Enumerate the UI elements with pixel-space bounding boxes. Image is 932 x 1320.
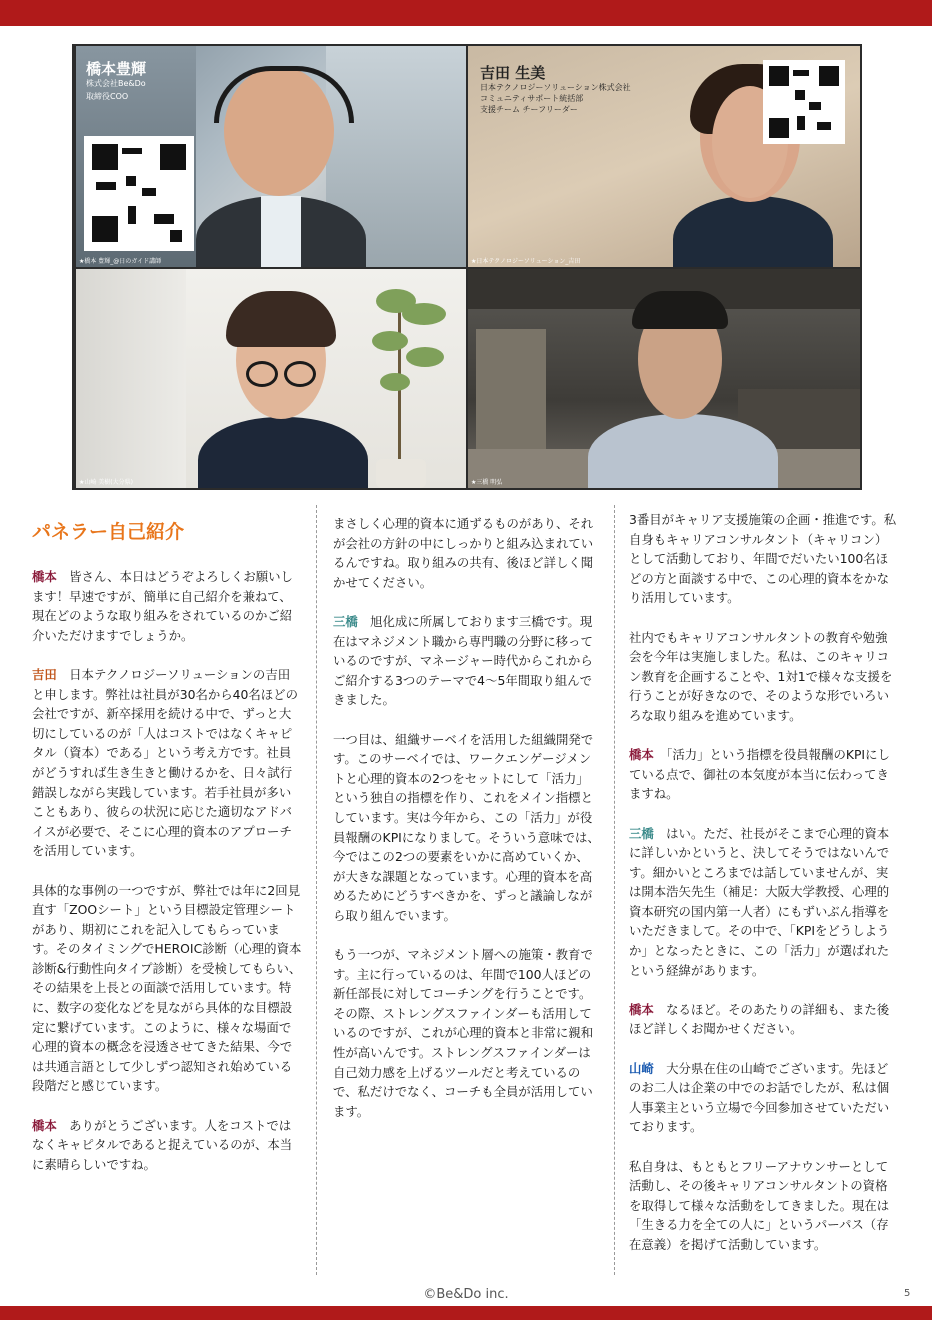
paragraph (32, 1116, 302, 1175)
paragraph-text: 一つ目は、組織サーベイを活用した組織開発です。このサーベイでは、ワークエンゲージメントと心理的資本の2つをセットにして「活力」という独自の指標を作り、これをメイン指標としています。実は今年から、この「活力」が役員報酬のKPIになりまして。そういう意味では、今ではこの2つの要素をいかに高めていくか、が大きな課題となっています。心理的資本を高めるためにどうすべきかを、ずっと議論しながら取り組んでいます。 (333, 731, 600, 923)
speaker-name: 三橋 (333, 613, 358, 629)
page-number: 5 (904, 1288, 911, 1299)
speaker-name: 橋本 (629, 1001, 654, 1017)
paragraph-text: 具体的な事例の一つですが、弊社では年に2回見直す「ZOOシート」という目標設定管理シートがあり、期初にこれを記入してもらっています。そのタイミングでHEROIC診断（心理的資本診断&行動性向タイプ診断）を受検してもらい、その結果を上長との面談で活用しています。特に、数字の変化などを見ながら具体的な目標設定に繋げています。このように、様々な場面で心理的資本の概念を浸透させてきた結果、今では共通言語として少しずつ認知され始めている段階だと感じています。 (32, 882, 302, 1094)
paragraph (629, 745, 899, 804)
paragraph (333, 612, 601, 710)
video-tile-yoshida (468, 46, 860, 267)
paragraph-text: 皆さん、本日はどうぞよろしくお願いします！早速ですが、簡単に自己紹介を兼ねて、現在どのような取り組みをされているのかご紹介いただけますでしょうか。 (32, 569, 293, 643)
paragraph (333, 514, 601, 592)
paragraph-text: 「活力」という指標を役員報酬のKPIにしている点で、御社の本気度が本当に伝わってきますね。 (629, 747, 890, 802)
paragraph-text: もう一つが、マネジメント層への施策・教育です。主に行っているのは、年間で100人ほどの新任部長に対してコーチングを行うことです。その際、ストレングスファインダーも活用しているのですが、これが心理的資本と非常に親和性が高いんです。ストレングスファインダーは自己効力感を上げるツールだと考えているので、私だけでなく、コーチも全員が活用しています。 (333, 947, 594, 1119)
paragraph (629, 1000, 899, 1039)
participant-name: 吉田 生美 (480, 64, 546, 82)
video-tile-mitsuhashi (468, 269, 860, 488)
paragraph (629, 510, 899, 608)
column-divider (316, 505, 317, 1275)
paragraph (629, 824, 899, 981)
speaker-name: 山崎 (629, 1060, 654, 1076)
video-tile-hashimoto (76, 46, 466, 267)
paragraph-text: 大分県在住の山崎でございます。先ほどのお二人は企業の中でのお話でしたが、私は個人事業主という立場で今回参加させていただいております。 (629, 1060, 890, 1135)
footer-copyright: ©Be&Do inc. (423, 1287, 509, 1302)
speaker-name: 橋本 (629, 747, 654, 763)
participant-title: 取締役COO (86, 92, 129, 101)
participant-name: 橋本豊輝 (86, 60, 147, 78)
qr-code-icon (84, 136, 194, 251)
paragraph (333, 730, 601, 926)
paragraph (629, 628, 899, 726)
paragraph-text: 日本テクノロジーソリューションの吉田と申します。弊社は社員が30名から40名ほどの会社ですが、新卒採用を続ける中で、ずっと大切にしているのが「人はコストではなくキャピタル（資本）である」という考え方です。社員がどうすれば生き生きと働けるかを、日々試行錯誤しながら実践しています。若手社員が多いこともあり、彼らの状況に応じた適切なアドバイスが必要で、そこに心理的資本のアプローチを活用しています。 (32, 666, 298, 859)
participant-caption: ★三橋 明弘 (471, 479, 503, 486)
qr-code-icon (763, 60, 845, 144)
participant-company: 株式会社Be&Do (86, 79, 146, 88)
participant-caption: ★日本テクノロジーソリューション_吉田 (471, 258, 581, 265)
paragraph-text: はい。ただ、社長がそこまで心理的資本に詳しいかというと、決してそうではないんです。細かいところまでは話していませんが、実は開本浩矢先生（補足：大阪大学教授、心理的資本研究の国内第一人者）にもずいぶん指導をいただきまして。その中で、「KPIをどうしようか」となったときに、この「活力」が選ばれたという経緯があります。 (629, 825, 890, 978)
speaker-name: 橋本 (32, 569, 57, 584)
paragraph (32, 665, 302, 861)
speaker-name: 三橋 (629, 825, 654, 841)
paragraph-text: 3番目がキャリア支援施策の企画・推進です。私自身もキャリアコンサルタント（キャリコン）として活動しており、年間でだいたい100名ほどの方と面談する中で、この心理的資本をかなり活用しています。 (629, 512, 897, 606)
paragraph-text: 旭化成に所属しております三橋です。現在はマネジメント職から専門職の分野に移っているのですが、マネージャー時代からこれからご紹介する3つのテーマで4～5年間取り組んできました。 (333, 613, 593, 708)
participant-company: 日本テクノロジーソリューション株式会社 (480, 83, 631, 92)
paragraph-text: ありがとうございます。人をコストではなくキャピタルであると捉えているのが、本当に素晴らしいですね。 (32, 1117, 293, 1172)
speaker-name: 吉田 (32, 666, 57, 682)
participant-department: コミュニティサポート統括部 (480, 94, 584, 103)
video-tile-yamazaki (76, 269, 466, 488)
participant-caption: ★山崎 美樹(大分県) (79, 479, 133, 486)
paragraph (32, 881, 302, 1097)
paragraph (32, 567, 302, 645)
header-bar (0, 0, 932, 26)
paragraph (333, 945, 601, 1121)
speaker-name: 橋本 (32, 1117, 57, 1133)
participant-caption: ★橋本 豊輝_@日のガイド講師 (79, 258, 162, 265)
article-column-1 (32, 567, 302, 1194)
paragraph (629, 1157, 899, 1255)
paragraph-text: 社内でもキャリアコンサルタントの教育や勉強会を今年は実施しました。私は、このキャリコン教育を企画することや、1対1で様々な支援を行うことが好きなので、そのような形でいろいろな取り組みを進めています。 (629, 629, 893, 723)
section-heading: パネラー自己紹介 (32, 521, 185, 543)
paragraph-text: なるほど。そのあたりの詳細も、また後ほど詳しくお聞かせください。 (629, 1001, 890, 1037)
article-column-3 (629, 510, 899, 1274)
column-divider (614, 505, 615, 1275)
participant-title: 支援チーム チーフリーダー (480, 105, 578, 114)
paragraph (629, 1059, 899, 1137)
article-column-2 (333, 514, 601, 1141)
paragraph-text: 私自身は、もともとフリーアナウンサーとして活動し、その後キャリアコンサルタントの資格を取得して様々な活動をしてきました。現在は「生きる力を全ての人に」というパーパス（存在意義）を掲げて活動しています。 (629, 1158, 890, 1252)
paragraph-text: まさしく心理的資本に通ずるものがあり、それが会社の方針の中にしっかりと組み込まれているんですね。取り組みの共有、後ほど詳しく聞かせてください。 (333, 516, 594, 590)
footer-bar (0, 1306, 932, 1320)
